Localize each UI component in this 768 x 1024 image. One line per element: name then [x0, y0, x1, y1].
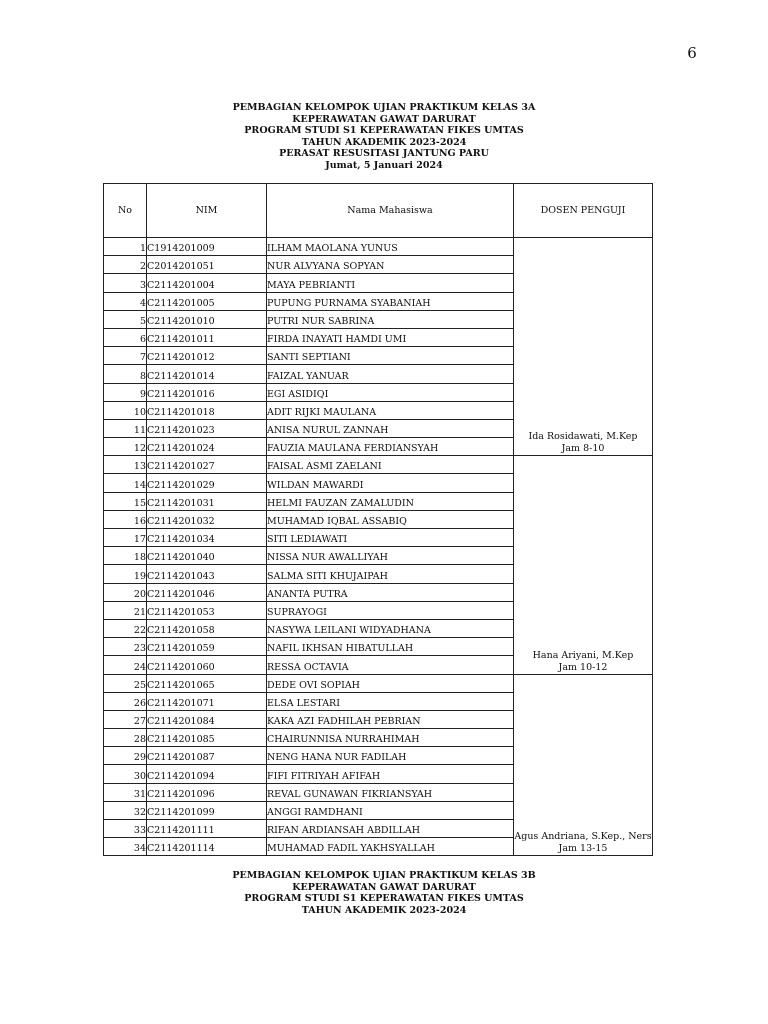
student-nim: C2114201010 — [147, 310, 267, 328]
row-number: 1 — [104, 238, 147, 256]
student-name: RIFAN ARDIANSAH ABDILLAH — [267, 820, 514, 838]
examiner-cell — [514, 456, 653, 674]
heading-line: PEMBAGIAN KELOMPOK UJIAN PRAKTIKUM KELAS 3A — [232, 102, 536, 113]
student-name: FIRDA INAYATI HAMDI UMI — [267, 328, 514, 346]
student-nim: C2114201085 — [147, 729, 267, 747]
student-nim: C2114201087 — [147, 747, 267, 765]
student-name: FIFI FITRIYAH AFIFAH — [267, 765, 514, 783]
student-name: NAFIL IKHSAN HIBATULLAH — [267, 638, 514, 656]
student-nim: C1914201009 — [147, 238, 267, 256]
row-number: 24 — [104, 656, 147, 674]
student-name: ANISA NURUL ZANNAH — [267, 419, 514, 437]
student-name: HELMI FAUZAN ZAMALUDIN — [267, 492, 514, 510]
student-nim: C2114201005 — [147, 292, 267, 310]
row-number: 21 — [104, 601, 147, 619]
row-number: 20 — [104, 583, 147, 601]
student-name: ILHAM MAOLANA YUNUS — [267, 238, 514, 256]
student-nim: C2114201060 — [147, 656, 267, 674]
student-name: NASYWA LEILANI WIDYADHANA — [267, 619, 514, 637]
row-number: 6 — [104, 328, 147, 346]
student-nim: C2114201024 — [147, 438, 267, 456]
student-name: SUPRAYOGI — [267, 601, 514, 619]
row-number: 12 — [104, 438, 147, 456]
row-number: 5 — [104, 310, 147, 328]
row-number: 22 — [104, 619, 147, 637]
student-name: CHAIRUNNISA NURRAHIMAH — [267, 729, 514, 747]
heading-line: PROGRAM STUDI S1 KEPERAWATAN FIKES UMTAS — [244, 125, 524, 136]
student-nim: C2114201011 — [147, 328, 267, 346]
student-name: KAKA AZI FADHILAH PEBRIAN — [267, 710, 514, 728]
student-name: WILDAN MAWARDI — [267, 474, 514, 492]
heading-line: PROGRAM STUDI S1 KEPERAWATAN FIKES UMTAS — [244, 893, 524, 904]
row-number: 9 — [104, 383, 147, 401]
student-nim: C2114201094 — [147, 765, 267, 783]
student-nim: C2014201051 — [147, 256, 267, 274]
exam-time: Jam 8-10 — [561, 443, 605, 455]
student-name: ELSA LESTARI — [267, 692, 514, 710]
student-nim: C2114201004 — [147, 274, 267, 292]
heading-line: TAHUN AKADEMIK 2023-2024 — [301, 136, 467, 148]
student-nim: C2114201031 — [147, 492, 267, 510]
row-number: 16 — [104, 510, 147, 528]
student-name: NENG HANA NUR FADILAH — [267, 747, 514, 765]
row-number: 15 — [104, 492, 147, 510]
row-number: 4 — [104, 292, 147, 310]
row-number: 11 — [104, 419, 147, 437]
student-name: NUR ALVYANA SOPYAN — [267, 256, 514, 274]
row-number: 7 — [104, 347, 147, 365]
row-number: 26 — [104, 692, 147, 710]
student-name: RESSA OCTAVIA — [267, 656, 514, 674]
table-body — [104, 238, 653, 856]
student-name: PUTRI NUR SABRINA — [267, 310, 514, 328]
row-number: 19 — [104, 565, 147, 583]
student-nim: C2114201032 — [147, 510, 267, 528]
student-name: MUHAMAD FADIL YAKHSYALLAH — [267, 838, 514, 856]
student-nim: C2114201046 — [147, 583, 267, 601]
student-nim: C2114201053 — [147, 601, 267, 619]
student-name: FAIZAL YANUAR — [267, 365, 514, 383]
student-nim: C2114201096 — [147, 783, 267, 801]
row-number: 10 — [104, 401, 147, 419]
page-number: 6 — [687, 44, 697, 62]
row-number: 34 — [104, 838, 147, 856]
header-examiner: DOSEN PENGUJI — [514, 184, 653, 238]
student-name: NISSA NUR AWALLIYAH — [267, 547, 514, 565]
header-nim: NIM — [147, 184, 267, 238]
table-row — [104, 238, 653, 256]
row-number: 32 — [104, 801, 147, 819]
examiner-name: Ida Rosidawati, M.Kep — [528, 431, 638, 443]
student-nim: C2114201029 — [147, 474, 267, 492]
table-row — [104, 674, 653, 692]
row-number: 18 — [104, 547, 147, 565]
row-number: 25 — [104, 674, 147, 692]
student-name: MUHAMAD IQBAL ASSABIQ — [267, 510, 514, 528]
exam-time: Jam 13-15 — [558, 843, 608, 855]
student-nim: C2114201012 — [147, 347, 267, 365]
student-nim: C2114201058 — [147, 619, 267, 637]
examiner-cell — [514, 674, 653, 856]
heading-line: PERASAT RESUSITASI JANTUNG PARU — [279, 148, 489, 159]
row-number: 23 — [104, 638, 147, 656]
row-number: 30 — [104, 765, 147, 783]
row-number: 2 — [104, 256, 147, 274]
row-number: 3 — [104, 274, 147, 292]
student-nim: C2114201114 — [147, 838, 267, 856]
heading-line: TAHUN AKADEMIK 2023-2024 — [301, 904, 467, 916]
student-nim: C2114201071 — [147, 692, 267, 710]
student-nim: C2114201023 — [147, 419, 267, 437]
student-name: ADIT RIJKI MAULANA — [267, 401, 514, 419]
row-number: 17 — [104, 529, 147, 547]
exam-time: Jam 10-12 — [558, 661, 608, 673]
student-name: FAISAL ASMI ZAELANI — [267, 456, 514, 474]
student-nim: C2114201016 — [147, 383, 267, 401]
heading-line: KEPERAWATAN GAWAT DARURAT — [292, 113, 476, 125]
row-number: 28 — [104, 729, 147, 747]
student-name: PUPUNG PURNAMA SYABANIAH — [267, 292, 514, 310]
student-nim: C2114201099 — [147, 801, 267, 819]
row-number: 27 — [104, 710, 147, 728]
row-number: 29 — [104, 747, 147, 765]
exam-group-table — [103, 183, 653, 856]
student-nim: C2114201084 — [147, 710, 267, 728]
student-name: SITI LEDIAWATI — [267, 529, 514, 547]
heading-line: KEPERAWATAN GAWAT DARURAT — [292, 881, 476, 893]
student-name: ANGGI RAMDHANI — [267, 801, 514, 819]
header-name: Nama Mahasiswa — [267, 184, 514, 238]
student-nim: C2114201065 — [147, 674, 267, 692]
row-number: 8 — [104, 365, 147, 383]
examiner-cell — [514, 238, 653, 456]
heading-line: PEMBAGIAN KELOMPOK UJIAN PRAKTIKUM KELAS 3B — [232, 870, 536, 881]
student-nim: C2114201027 — [147, 456, 267, 474]
student-nim: C2114201111 — [147, 820, 267, 838]
student-name: EGI ASIDIQI — [267, 383, 514, 401]
student-name: MAYA PEBRIANTI — [267, 274, 514, 292]
table-header-row — [104, 184, 653, 238]
student-nim: C2114201034 — [147, 529, 267, 547]
class-3a-heading — [0, 102, 768, 171]
examiner-name: Agus Andriana, S.Kep., Ners — [514, 831, 652, 843]
header-no: No — [104, 184, 147, 238]
row-number: 13 — [104, 456, 147, 474]
student-name: ANANTA PUTRA — [267, 583, 514, 601]
student-nim: C2114201018 — [147, 401, 267, 419]
student-name: SANTI SEPTIANI — [267, 347, 514, 365]
student-name: REVAL GUNAWAN FIKRIANSYAH — [267, 783, 514, 801]
student-nim: C2114201043 — [147, 565, 267, 583]
heading-line: Jumat, 5 Januari 2024 — [325, 159, 443, 171]
student-name: DEDE OVI SOPIAH — [267, 674, 514, 692]
row-number: 33 — [104, 820, 147, 838]
table-row — [104, 456, 653, 474]
row-number: 14 — [104, 474, 147, 492]
student-name: SALMA SITI KHUJAIPAH — [267, 565, 514, 583]
student-nim: C2114201040 — [147, 547, 267, 565]
class-3b-heading — [0, 870, 768, 916]
examiner-name: Hana Ariyani, M.Kep — [532, 649, 634, 661]
student-nim: C2114201014 — [147, 365, 267, 383]
row-number: 31 — [104, 783, 147, 801]
student-nim: C2114201059 — [147, 638, 267, 656]
student-name: FAUZIA MAULANA FERDIANSYAH — [267, 438, 514, 456]
